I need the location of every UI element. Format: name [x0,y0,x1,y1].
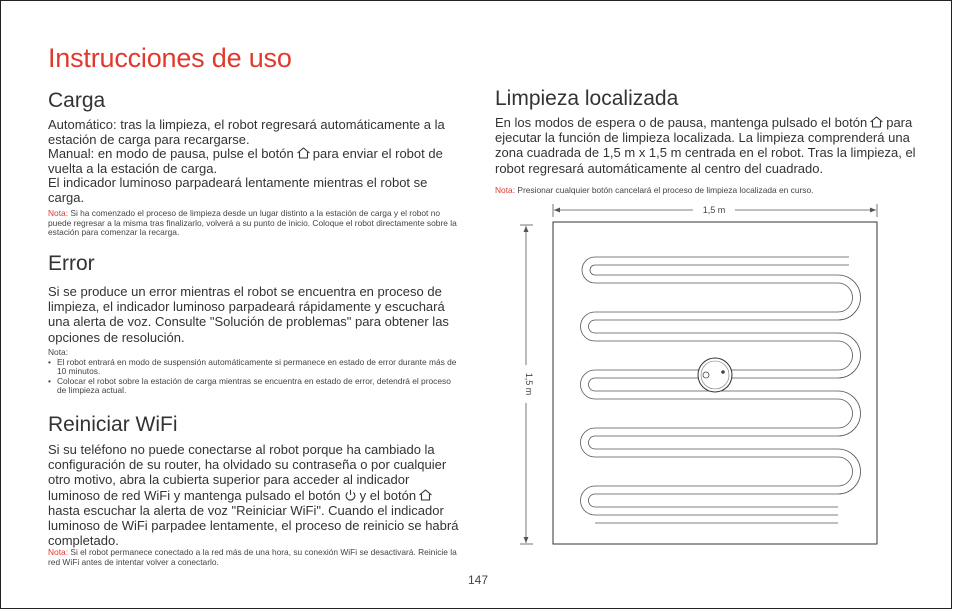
carga-manual-text-before: Manual: en modo de pausa, pulse el botón [48,146,294,161]
spot-heading: Limpieza localizada [495,87,679,110]
home-icon [418,489,433,501]
carga-manual-text-after: para enviar el robot de vuelta a la estación de carga. [48,146,443,177]
error-note [48,348,460,396]
carga-heading: Carga [48,89,106,112]
spot-text-before: En los modos de espera o de pausa, mantenga pulsado el botón [495,115,868,130]
error-note-item: • Colocar el robot sobre la estación de carga mientras se encuentra en estado de error, detendrá el proceso de limpieza actual. [57,377,460,396]
error-note-list [48,358,460,396]
carga-manual-text [48,146,461,176]
width-dimension [553,204,877,217]
wifi-note [48,548,458,567]
home-icon [869,116,884,128]
height-dimension [520,225,534,544]
wifi-note-label: Nota: [48,547,69,557]
home-icon [296,147,311,159]
wifi-text-part3: hasta escuchar la alerta de voz "Reiniciar WiFi". Cuando el indicador luminoso de WiFi parpadee lentamente, el proceso de reinicio se habrá completado. [48,502,459,549]
spot-note-text: Presionar cualquier botón cancelará el proceso de limpieza localizada en curso. [517,185,814,195]
wifi-heading: Reiniciar WiFi [48,413,178,436]
spot-note [495,186,923,196]
robot-vacuum-icon [698,358,732,392]
error-note-item: • El robot entrará en modo de suspensión automáticamente si permanece en estado de error durante más de 10 minutos. [57,358,460,377]
error-text: Si se produce un error mientras el robot se encuentra en proceso de limpieza, el indicador luminoso parpadeará rápidamente y escuchará una alerta de voz. Consulte "Solución de problemas" para obtener las opciones de resolución. [48,284,449,345]
spot-text-after: para ejecutar la función de limpieza localizada. La limpieza comprenderá una zona cuadrada de 1,5 m x 1,5 m centrada en el robot. Tras la limpieza, el robot regresará automáticamente al centro del cuadrado. [495,115,916,176]
carga-note [48,209,458,238]
wifi-text [48,442,462,548]
spot-text [495,115,923,176]
carga-note-label: Nota: [48,208,69,218]
power-icon [343,489,358,501]
wifi-note-text: Si el robot permanece conectado a la red más de una hora, su conexión WiFi se desactivará. Reinicie la red WiFi antes de intentar volver a conectarlo. [48,547,457,567]
spot-note-label: Nota: [495,185,516,195]
error-heading: Error [48,252,95,275]
wifi-text-part1: Si su teléfono no puede conectarse al robot porque ha cambiado la configuración de su router, ha olvidado su contraseña o por cualquier otro motivo, abra la cubierta superior para acceder al indicador luminoso de red WiFi y mantenga pulsado el botón [48,442,447,503]
spot-cleaning-diagram [513,197,893,557]
carga-indicator-text: El indicador luminoso parpadeará lentamente mientras el robot se carga. [48,175,428,206]
carga-note-text: Si ha comenzado el proceso de limpieza desde un lugar distinto a la estación de carga y el robot no puede regresar a la misma tras finalizarlo, volverá a su punto de inicio. Coloque el robot directamente sobre la estación para comenzar la recarga. [48,208,457,238]
width-label: 1,5 m [702,205,726,215]
page-title: Instrucciones de uso [48,43,292,73]
carga-automatic-text: Automático: tras la limpieza, el robot regresará automáticamente a la estación de carga para recargarse. [48,117,445,148]
error-note-label: Nota: [48,347,69,357]
wifi-text-part2: y el botón [359,487,417,503]
height-label: 1,5 m [524,372,534,396]
page-number: 147 [468,573,489,587]
